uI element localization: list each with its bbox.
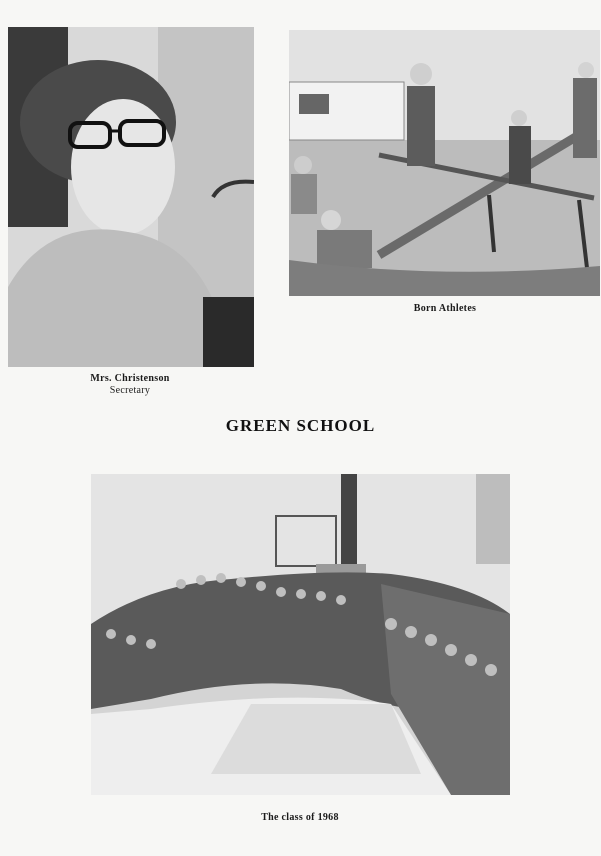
class-caption	[230, 812, 370, 824]
athletes-caption	[380, 303, 510, 315]
class-caption-text: The class of 1968	[261, 812, 339, 823]
athletes-caption-text: Born Athletes	[413, 303, 477, 314]
class-photo	[91, 474, 510, 795]
secretary-caption-name: Mrs. Christenson	[90, 373, 170, 384]
page-title: GREEN SCHOOL	[225, 416, 376, 435]
secretary-caption	[60, 373, 200, 397]
secretary-caption-title: Secretary	[109, 385, 151, 396]
athletes-photo	[289, 30, 600, 296]
secretary-photo	[8, 27, 254, 367]
